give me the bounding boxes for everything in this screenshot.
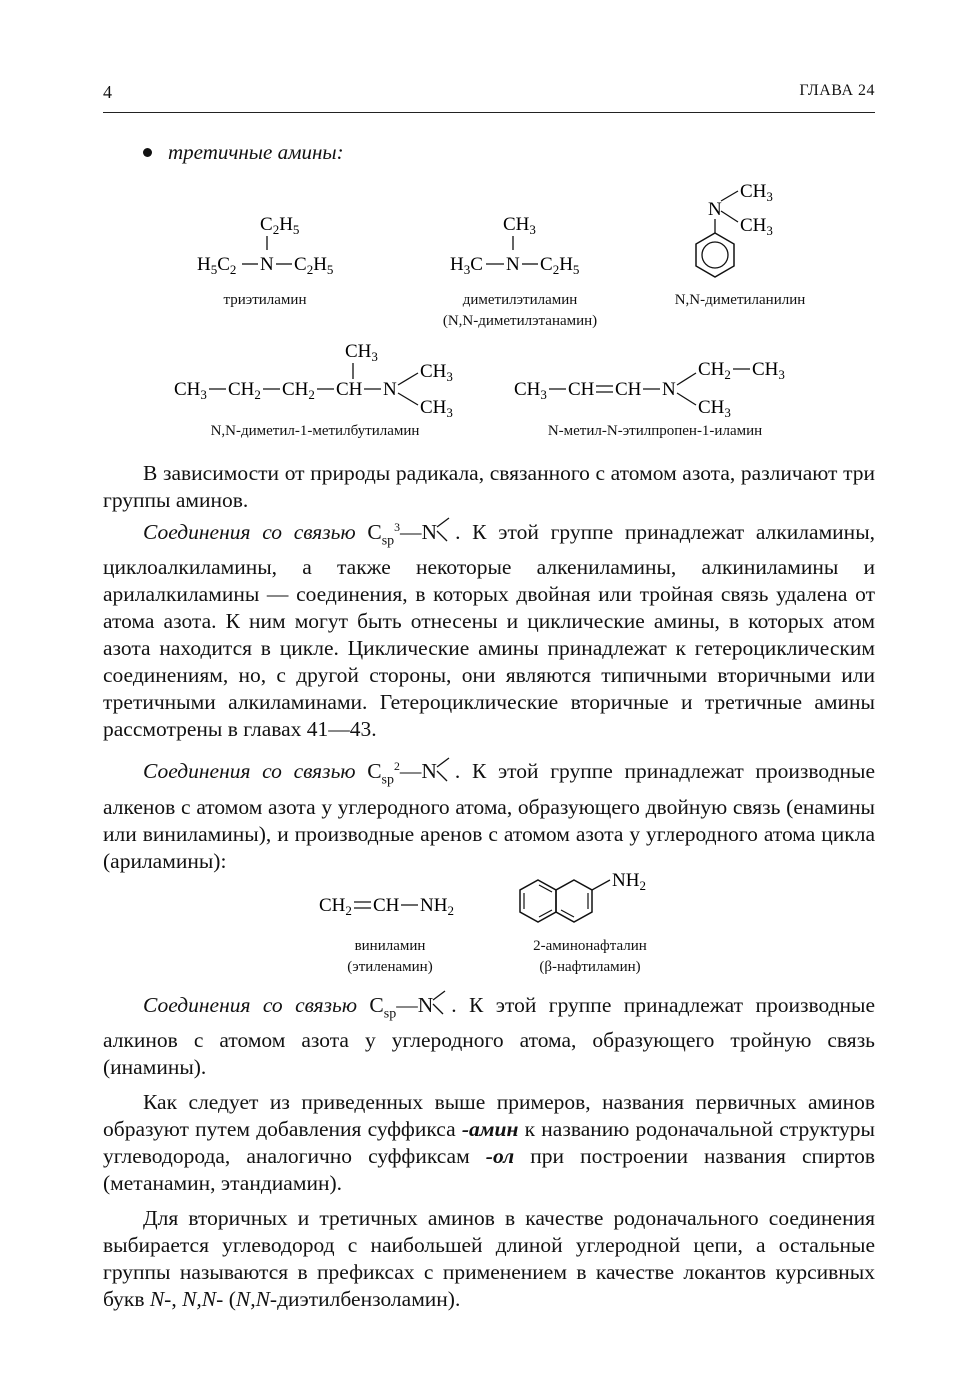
svg-text:N: N xyxy=(260,254,274,275)
caption-triethylamine: триэтиламин xyxy=(223,292,307,308)
svg-text:N: N xyxy=(708,199,722,220)
caption-dimethylethylamine xyxy=(420,290,620,332)
svg-text:CH3: $CH_3$ xyxy=(420,361,453,384)
caption-name: диметилэтиламин xyxy=(462,292,578,308)
svg-text:H3C: $H_3C$ xyxy=(450,254,483,277)
svg-text:CH2: $CH_2$ xyxy=(698,359,731,382)
svg-text:H5C2: $H_5C_2$ xyxy=(197,254,237,277)
svg-text:CH2: $CH_2$ xyxy=(319,895,352,918)
structure-vinylamine xyxy=(315,885,475,925)
structure-methylethylpropenylamine xyxy=(510,345,810,420)
caption-alt-name: (этиленамин) xyxy=(347,959,433,975)
paragraph-intro: В зависимости от природы радикала, связанного с атомом азота, различают три группы аминов. xyxy=(103,461,875,512)
paragraph-secondary-tertiary: Для вторичных и третичных аминов в качестве родоначального соединения выбирается углеводород с наибольшей длиной углеродной цепи, а остальные группы называются в префиксах с применением в качестве локантов курсивных букв N-, N,N- (N,N-диэтилбензоламин). xyxy=(103,1206,875,1312)
page-number: 4 xyxy=(103,82,112,102)
svg-text:CH3: $CH_3$ xyxy=(740,181,773,204)
caption-dimethylaniline: N,N-диметиланилин xyxy=(674,292,806,308)
locant-nn: N,N- xyxy=(182,1287,224,1312)
bullet-icon xyxy=(143,148,152,157)
svg-text:CH: CH xyxy=(568,379,595,400)
section-text: . К этой группе принадлежат производные алкинов с атомом азота у углеродного атома, образующего тройную связь (инамины). xyxy=(103,993,876,1080)
svg-text:CH: CH xyxy=(373,895,400,916)
svg-text:CH3: $CH_3$ xyxy=(752,359,785,382)
bullet-label: третичные амины: xyxy=(168,140,344,164)
nitrogen-bonds-icon xyxy=(431,990,451,1016)
structure-dimethylmethylbutylamine xyxy=(170,335,470,420)
caption-name: виниламин xyxy=(354,938,426,954)
chapter-title: ГЛАВА 24 xyxy=(799,82,875,99)
svg-text:CH3: $CH_3$ xyxy=(514,379,547,402)
structure-dimethylaniline xyxy=(690,175,800,285)
section-text: . К этой группе принадлежат производные алкенов с атомом азота у углеродного атома, образующего двойную связь (енамины или виниламины), и производные аренов с атомом азота у углеродного атома цикла (ариламины): xyxy=(103,759,875,873)
svg-text:CH2: $CH_2$ xyxy=(282,379,315,402)
paragraph-naming: Как следует из приведенных выше примеров, названия первичных аминов образуют путем добавления суффикса -амин к названию родоначальной структуры углеводорода, аналогично суффиксам -ол при построении названия спиртов (метанамин, этандиамин). xyxy=(103,1090,876,1196)
locant-n: N- xyxy=(149,1287,172,1312)
section-title: Соединения со связью xyxy=(143,520,356,545)
svg-text:CH3: $CH_3$ xyxy=(698,397,731,420)
nitrogen-bonds-icon xyxy=(435,517,455,543)
caption-alt-name: (N,N-диметилэтанамин) xyxy=(442,313,598,329)
structure-aminonaphthalene xyxy=(510,868,670,938)
svg-text:CH: CH xyxy=(615,379,642,400)
svg-text:CH2: $CH_2$ xyxy=(228,379,261,402)
caption-methylethylpropenylamine: N-метил-N-этилпропен-1-иламин xyxy=(547,423,763,439)
locant-nn-example: N,N xyxy=(235,1287,270,1312)
caption-name: 2-аминонафталин xyxy=(533,938,647,954)
section-text: . К этой группе принадлежат алкиламины, циклоалкиламины, а также некоторые алкениламины, алкиниламины и арилалкиламины — соединения, в которых двойная или тройная связь удалена от атома азота. К ним могут быть отнесены и циклические амины, в которых атом азота находится в цикле. Циклические амины принадлежат к гетероциклическим соединениям, но, с другой стороны, они являются типичными вторичными или третичными алкиламинами. Гетероциклические вторичные и третичные амины рассмотрены в главах 41—43. xyxy=(103,520,876,742)
paragraph-sp3: Соединения со связью $C_{sp}^3—N$ . К этой группе принадлежат алкиламины, циклоалкиламины, а также некоторые алкениламины, алкиниламины и арилалкиламины — соединения, в которых двойная или тройная связь удалена от атома азота. К ним могут быть отнесены и циклические амины, в которых атом азота находится в цикле. Циклические амины принадлежат к гетероциклическим соединениям, но, с другой стороны, они являются типичными вторичными или третичными алкиламинами. Гетероциклические вторичные и третичные амины рассмотрены в главах 41—43. xyxy=(103,514,875,743)
suffix-ol: -ол xyxy=(485,1144,515,1169)
svg-text:CH3: $CH_3$ xyxy=(345,341,378,364)
structure-triethylamine xyxy=(180,200,380,280)
caption-aminonaphthalene xyxy=(500,936,680,978)
svg-text:CH: CH xyxy=(336,379,363,400)
svg-text:N: N xyxy=(662,379,676,400)
page-header xyxy=(103,82,875,113)
bullet-tertiary-amines xyxy=(143,140,344,165)
svg-text:C2H5: $C_2H_5$ xyxy=(540,254,580,277)
svg-text:N: N xyxy=(383,379,397,400)
atom-label: $C_2H_5$ xyxy=(260,214,300,237)
svg-text:CH3: $CH_3$ xyxy=(174,379,207,402)
svg-text:N: N xyxy=(506,254,520,275)
svg-text:CH3: $CH_3$ xyxy=(420,397,453,420)
svg-text:NH2: $NH_2$ xyxy=(612,870,646,893)
caption-alt-name: (β-нафтиламин) xyxy=(539,959,641,975)
nitrogen-bonds-icon xyxy=(435,757,455,783)
suffix-amin: -амин xyxy=(461,1117,519,1142)
svg-text:NH2: $NH_2$ xyxy=(420,895,454,918)
svg-text:CH3: $CH_3$ xyxy=(740,215,773,238)
svg-text:C2H5: $C_2H_5$ xyxy=(294,254,334,277)
text-block-2 xyxy=(103,990,875,1313)
section-title: Соединения со связью xyxy=(143,993,357,1017)
section-title: Соединения со связью xyxy=(143,759,356,784)
caption-dimethylmethylbutylamine: N,N-диметил-1-метилбутиламин xyxy=(210,423,420,439)
text-block-1 xyxy=(103,460,875,875)
structure-dimethylethylamine xyxy=(440,200,610,280)
paragraph-sp2: Соединения со связью $C_{sp}^2—N$ . К этой группе принадлежат производные алкенов с атомом азота у углеродного атома, образующего двойную связь (енамины или виниламины), и производные аренов с атомом азота у углеродного атома цикла (ариламины): xyxy=(103,753,875,874)
svg-text:CH3: $CH_3$ xyxy=(503,214,536,237)
paragraph-sp: Соединения со связью $C_{sp}—N$ . К этой группе принадлежат производные алкинов с атомом азота у углеродного атома, образующего тройную связь (инамины). xyxy=(103,990,875,1081)
caption-vinylamine xyxy=(310,936,470,978)
